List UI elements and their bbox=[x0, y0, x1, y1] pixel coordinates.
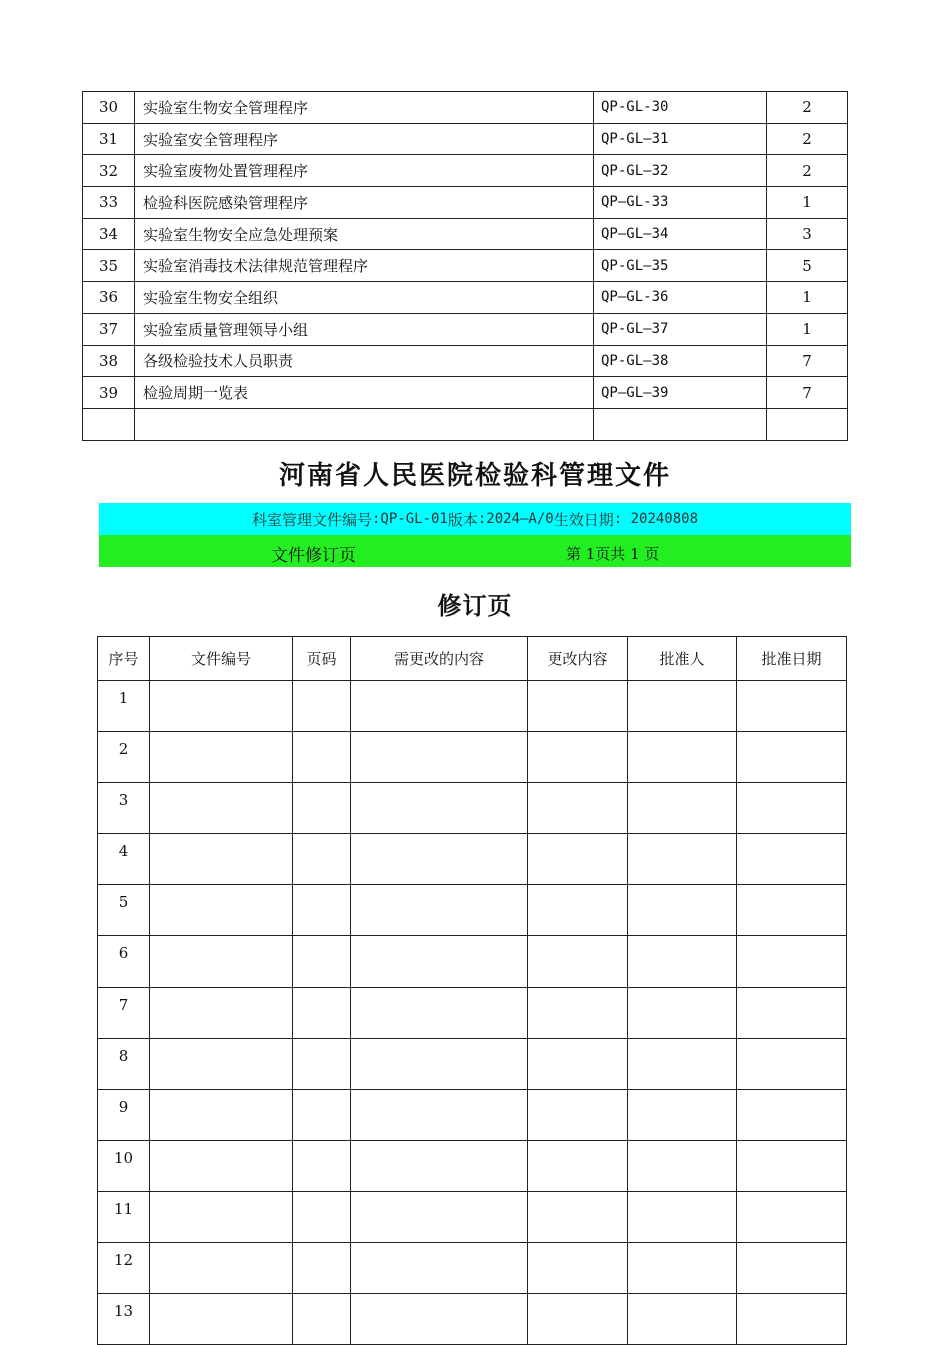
empty-cell bbox=[737, 783, 847, 834]
table-row bbox=[83, 408, 848, 440]
page-count bbox=[767, 408, 848, 440]
empty-cell bbox=[150, 885, 293, 936]
empty-cell bbox=[628, 885, 737, 936]
revision-table bbox=[97, 636, 847, 1345]
page-count: 1 bbox=[767, 282, 848, 314]
document-title: 检验周期一览表 bbox=[135, 377, 594, 409]
row-number: 8 bbox=[98, 1038, 150, 1089]
empty-cell bbox=[737, 681, 847, 732]
page-count: 2 bbox=[767, 155, 848, 187]
table-row bbox=[83, 155, 848, 187]
empty-cell bbox=[628, 987, 737, 1038]
empty-cell bbox=[737, 885, 847, 936]
empty-cell bbox=[293, 783, 351, 834]
row-number: 11 bbox=[98, 1191, 150, 1242]
empty-cell bbox=[528, 834, 628, 885]
document-code: QP-GL—37 bbox=[594, 313, 767, 345]
empty-cell bbox=[150, 1294, 293, 1345]
column-header: 页码 bbox=[293, 637, 351, 681]
page-count: 5 bbox=[767, 250, 848, 282]
empty-cell bbox=[150, 681, 293, 732]
table-row bbox=[98, 885, 847, 936]
table-row bbox=[98, 732, 847, 783]
document-title: 检验科医院感染管理程序 bbox=[135, 187, 594, 219]
empty-cell bbox=[293, 987, 351, 1038]
document-code: QP-GL—32 bbox=[594, 155, 767, 187]
table-row bbox=[83, 92, 848, 124]
empty-cell bbox=[150, 936, 293, 987]
empty-cell bbox=[737, 1089, 847, 1140]
empty-cell bbox=[628, 681, 737, 732]
empty-cell bbox=[293, 1191, 351, 1242]
empty-cell bbox=[293, 936, 351, 987]
document-code: QP-GL—31 bbox=[594, 123, 767, 155]
empty-cell bbox=[628, 1089, 737, 1140]
info-code-value: :QP-GL-01 bbox=[371, 511, 448, 527]
empty-cell bbox=[351, 1294, 528, 1345]
document-heading: 河南省人民医院检验科管理文件 bbox=[278, 461, 671, 491]
row-number: 12 bbox=[98, 1243, 150, 1294]
row-number: 3 bbox=[98, 783, 150, 834]
empty-cell bbox=[528, 1243, 628, 1294]
empty-cell bbox=[293, 1294, 351, 1345]
empty-cell bbox=[737, 1243, 847, 1294]
page-count: 3 bbox=[767, 218, 848, 250]
empty-cell bbox=[528, 1140, 628, 1191]
empty-cell bbox=[737, 1140, 847, 1191]
empty-cell bbox=[528, 936, 628, 987]
empty-cell bbox=[150, 1089, 293, 1140]
document-title: 实验室生物安全应急处理预案 bbox=[135, 218, 594, 250]
empty-cell bbox=[628, 732, 737, 783]
info-version-label: 版本 bbox=[447, 510, 478, 529]
empty-cell bbox=[737, 936, 847, 987]
table-row bbox=[98, 681, 847, 732]
table-row bbox=[83, 282, 848, 314]
row-number: 7 bbox=[98, 987, 150, 1038]
document-title: 实验室消毒技术法律规范管理程序 bbox=[135, 250, 594, 282]
empty-cell bbox=[293, 834, 351, 885]
empty-cell bbox=[528, 1191, 628, 1242]
empty-cell bbox=[737, 987, 847, 1038]
document-title: 实验室质量管理领导小组 bbox=[135, 313, 594, 345]
empty-cell bbox=[528, 783, 628, 834]
table-row bbox=[98, 834, 847, 885]
table-row bbox=[83, 187, 848, 219]
empty-cell bbox=[150, 834, 293, 885]
document-title: 实验室废物处置管理程序 bbox=[135, 155, 594, 187]
empty-cell bbox=[351, 1191, 528, 1242]
empty-cell bbox=[528, 885, 628, 936]
document-title: 实验室生物安全组织 bbox=[135, 282, 594, 314]
document-code: QP—GL-36 bbox=[594, 282, 767, 314]
table-row bbox=[83, 250, 848, 282]
empty-cell bbox=[737, 732, 847, 783]
empty-cell bbox=[351, 681, 528, 732]
empty-cell bbox=[628, 1294, 737, 1345]
row-number: 2 bbox=[98, 732, 150, 783]
info-code-label: 科室管理文件编号 bbox=[251, 510, 372, 529]
row-number: 6 bbox=[98, 936, 150, 987]
table-row bbox=[83, 313, 848, 345]
empty-cell bbox=[293, 1243, 351, 1294]
table-row bbox=[83, 377, 848, 409]
empty-cell bbox=[150, 987, 293, 1038]
column-header: 更改内容 bbox=[528, 637, 628, 681]
page-count: 2 bbox=[767, 123, 848, 155]
table-row bbox=[98, 1089, 847, 1140]
empty-cell bbox=[628, 936, 737, 987]
row-number: 35 bbox=[83, 250, 135, 282]
empty-cell bbox=[150, 783, 293, 834]
empty-cell bbox=[528, 1294, 628, 1345]
page-count: 7 bbox=[767, 377, 848, 409]
row-number: 33 bbox=[83, 187, 135, 219]
document-code bbox=[594, 408, 767, 440]
page-info: 第 1页共 1 页 bbox=[566, 545, 660, 563]
row-number: 9 bbox=[98, 1089, 150, 1140]
row-number: 36 bbox=[83, 282, 135, 314]
empty-cell bbox=[351, 1089, 528, 1140]
document-info-band bbox=[99, 503, 851, 535]
column-header: 需更改的内容 bbox=[351, 637, 528, 681]
empty-cell bbox=[293, 732, 351, 783]
row-number: 32 bbox=[83, 155, 135, 187]
document-title bbox=[135, 408, 594, 440]
column-header: 批准人 bbox=[628, 637, 737, 681]
row-number: 31 bbox=[83, 123, 135, 155]
empty-cell bbox=[293, 1140, 351, 1191]
table-row bbox=[83, 345, 848, 377]
column-header: 文件编号 bbox=[150, 637, 293, 681]
empty-cell bbox=[351, 1038, 528, 1089]
empty-cell bbox=[628, 1140, 737, 1191]
table-row bbox=[98, 1191, 847, 1242]
table-row bbox=[83, 123, 848, 155]
row-number: 34 bbox=[83, 218, 135, 250]
empty-cell bbox=[628, 834, 737, 885]
document-code: QP—GL—39 bbox=[594, 377, 767, 409]
empty-cell bbox=[293, 681, 351, 732]
revision-band bbox=[99, 535, 851, 567]
empty-cell bbox=[528, 681, 628, 732]
empty-cell bbox=[737, 834, 847, 885]
empty-cell bbox=[737, 1191, 847, 1242]
empty-cell bbox=[351, 834, 528, 885]
row-number bbox=[83, 408, 135, 440]
document-code: QP—GL—34 bbox=[594, 218, 767, 250]
document-index-table bbox=[82, 91, 848, 441]
empty-cell bbox=[737, 1294, 847, 1345]
page-count: 1 bbox=[767, 187, 848, 219]
empty-cell bbox=[351, 1140, 528, 1191]
document-code: QP-GL—38 bbox=[594, 345, 767, 377]
row-number: 13 bbox=[98, 1294, 150, 1345]
table-row bbox=[83, 218, 848, 250]
empty-cell bbox=[351, 1243, 528, 1294]
info-date-value: : 20240808 bbox=[613, 511, 699, 527]
column-header: 序号 bbox=[98, 637, 150, 681]
row-number: 4 bbox=[98, 834, 150, 885]
table-row bbox=[98, 1140, 847, 1191]
row-number: 10 bbox=[98, 1140, 150, 1191]
revision-title: 修订页 bbox=[437, 592, 513, 620]
document-code: QP-GL—35 bbox=[594, 250, 767, 282]
empty-cell bbox=[528, 732, 628, 783]
empty-cell bbox=[628, 1038, 737, 1089]
empty-cell bbox=[628, 1243, 737, 1294]
empty-cell bbox=[528, 1089, 628, 1140]
empty-cell bbox=[293, 1038, 351, 1089]
column-header: 批准日期 bbox=[737, 637, 847, 681]
empty-cell bbox=[351, 732, 528, 783]
table-row bbox=[98, 987, 847, 1038]
table-row bbox=[98, 1243, 847, 1294]
empty-cell bbox=[351, 885, 528, 936]
row-number: 5 bbox=[98, 885, 150, 936]
empty-cell bbox=[150, 1191, 293, 1242]
empty-cell bbox=[628, 783, 737, 834]
empty-cell bbox=[150, 1140, 293, 1191]
empty-cell bbox=[351, 783, 528, 834]
page-count: 2 bbox=[767, 92, 848, 124]
empty-cell bbox=[528, 1038, 628, 1089]
document-code: QP—GL-33 bbox=[594, 187, 767, 219]
page-count: 7 bbox=[767, 345, 848, 377]
document-title: 实验室生物安全管理程序 bbox=[135, 92, 594, 124]
empty-cell bbox=[150, 1243, 293, 1294]
empty-cell bbox=[351, 936, 528, 987]
empty-cell bbox=[628, 1191, 737, 1242]
empty-cell bbox=[737, 1038, 847, 1089]
empty-cell bbox=[150, 1038, 293, 1089]
info-version-value: :2024—A/0 bbox=[477, 511, 554, 527]
row-number: 38 bbox=[83, 345, 135, 377]
row-number: 30 bbox=[83, 92, 135, 124]
document-code: QP-GL-30 bbox=[594, 92, 767, 124]
page-count: 1 bbox=[767, 313, 848, 345]
row-number: 37 bbox=[83, 313, 135, 345]
document-title: 实验室安全管理程序 bbox=[135, 123, 594, 155]
empty-cell bbox=[528, 987, 628, 1038]
table-row bbox=[98, 936, 847, 987]
row-number: 39 bbox=[83, 377, 135, 409]
empty-cell bbox=[351, 987, 528, 1038]
table-row bbox=[98, 1038, 847, 1089]
table-row bbox=[98, 783, 847, 834]
row-number: 1 bbox=[98, 681, 150, 732]
document-title: 各级检验技术人员职责 bbox=[135, 345, 594, 377]
revision-band-label: 文件修订页 bbox=[271, 546, 356, 566]
table-row bbox=[98, 1294, 847, 1345]
empty-cell bbox=[293, 1089, 351, 1140]
info-date-label: 生效日期 bbox=[553, 510, 614, 529]
empty-cell bbox=[293, 885, 351, 936]
empty-cell bbox=[150, 732, 293, 783]
